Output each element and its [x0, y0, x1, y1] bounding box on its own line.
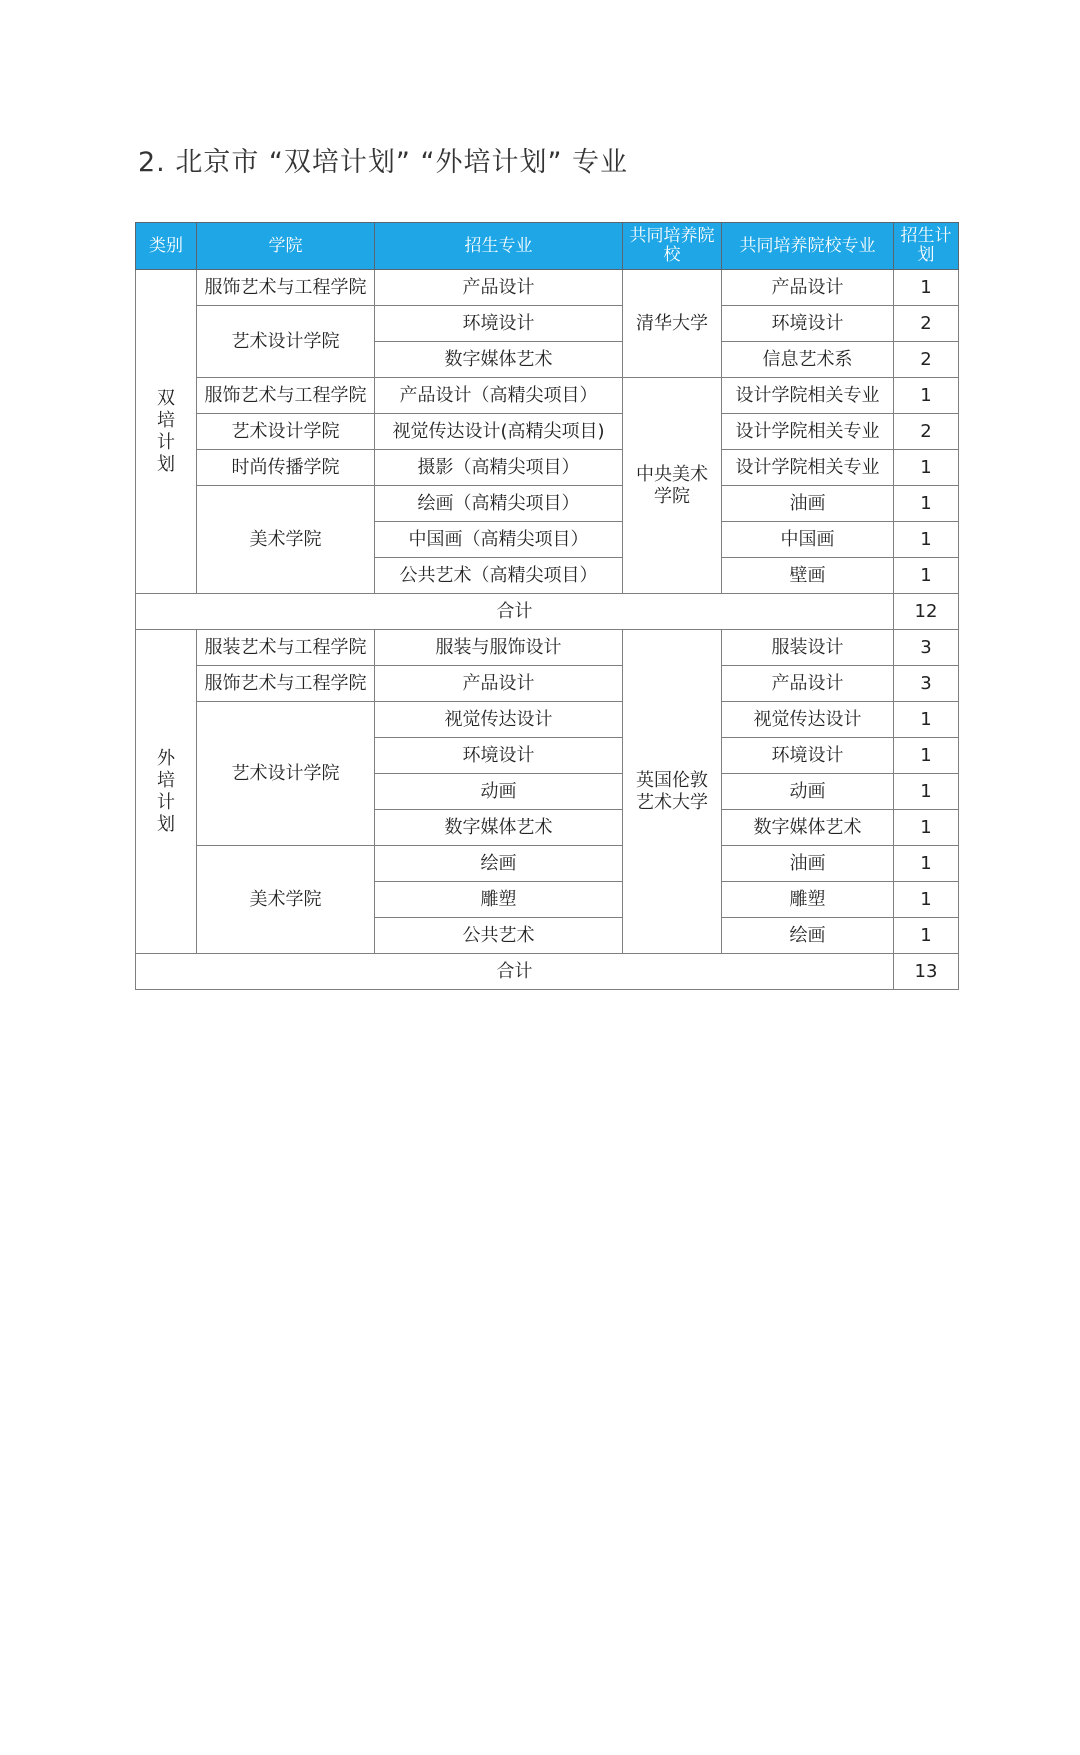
plan-cell: 1 — [894, 450, 959, 486]
partner-major-cell: 壁画 — [722, 558, 894, 594]
partner-major-cell: 雕塑 — [722, 882, 894, 918]
total-row — [136, 594, 959, 630]
college-cell: 服饰艺术与工程学院 — [197, 666, 375, 702]
major-cell: 公共艺术（高精尖项目） — [375, 558, 623, 594]
header-partner-school: 共同培养院校 — [623, 223, 722, 270]
plan-cell: 2 — [894, 306, 959, 342]
table-row — [136, 666, 959, 702]
partner-major-cell: 视觉传达设计 — [722, 702, 894, 738]
college-cell: 服装艺术与工程学院 — [197, 630, 375, 666]
plan-cell: 1 — [894, 270, 959, 306]
partner-major-cell: 环境设计 — [722, 738, 894, 774]
table-row — [136, 450, 959, 486]
partner-major-cell: 设计学院相关专业 — [722, 378, 894, 414]
college-cell: 艺术设计学院 — [197, 702, 375, 846]
major-cell: 绘画 — [375, 846, 623, 882]
partner-major-cell: 产品设计 — [722, 270, 894, 306]
major-cell: 产品设计 — [375, 270, 623, 306]
major-cell: 公共艺术 — [375, 918, 623, 954]
partner-major-cell: 服装设计 — [722, 630, 894, 666]
table-header-row — [136, 223, 959, 270]
college-cell: 时尚传播学院 — [197, 450, 375, 486]
plan-cell: 3 — [894, 630, 959, 666]
partner-major-cell: 动画 — [722, 774, 894, 810]
total-label: 合计 — [136, 954, 894, 990]
page-title: 2. 北京市 “双培计划” “外培计划” 专业 — [138, 147, 629, 178]
table-row — [136, 414, 959, 450]
partner-major-cell: 设计学院相关专业 — [722, 450, 894, 486]
major-cell: 摄影（高精尖项目） — [375, 450, 623, 486]
total-value: 13 — [894, 954, 959, 990]
partner-major-cell: 环境设计 — [722, 306, 894, 342]
table-row — [136, 486, 959, 522]
table-row — [136, 702, 959, 738]
major-cell: 环境设计 — [375, 306, 623, 342]
table-row — [136, 630, 959, 666]
major-cell: 中国画（高精尖项目） — [375, 522, 623, 558]
plan-cell: 1 — [894, 918, 959, 954]
partner-major-cell: 数字媒体艺术 — [722, 810, 894, 846]
partner-major-cell: 信息艺术系 — [722, 342, 894, 378]
header-category: 类别 — [136, 223, 197, 270]
school-cell: 中央美术学院 — [623, 378, 722, 594]
plan-cell: 1 — [894, 774, 959, 810]
header-partner-major: 共同培养院校专业 — [722, 223, 894, 270]
table-row — [136, 846, 959, 882]
major-cell: 绘画（高精尖项目） — [375, 486, 623, 522]
plan-cell: 1 — [894, 486, 959, 522]
plan-cell: 1 — [894, 846, 959, 882]
table-row — [136, 378, 959, 414]
college-cell: 艺术设计学院 — [197, 306, 375, 378]
partner-major-cell: 产品设计 — [722, 666, 894, 702]
major-cell: 产品设计 — [375, 666, 623, 702]
college-cell: 美术学院 — [197, 846, 375, 954]
plan-cell: 1 — [894, 378, 959, 414]
major-cell: 数字媒体艺术 — [375, 810, 623, 846]
plan-cell: 1 — [894, 558, 959, 594]
major-cell: 服装与服饰设计 — [375, 630, 623, 666]
plan-cell: 1 — [894, 522, 959, 558]
table-row — [136, 306, 959, 342]
total-label: 合计 — [136, 594, 894, 630]
plan-cell: 1 — [894, 810, 959, 846]
total-value: 12 — [894, 594, 959, 630]
category-cell: 双培计划 — [136, 270, 197, 594]
partner-major-cell: 中国画 — [722, 522, 894, 558]
major-cell: 视觉传达设计 — [375, 702, 623, 738]
major-cell: 数字媒体艺术 — [375, 342, 623, 378]
school-cell: 清华大学 — [623, 270, 722, 378]
enrollment-plan-table — [135, 222, 959, 990]
plan-cell: 1 — [894, 882, 959, 918]
plan-cell: 2 — [894, 414, 959, 450]
header-major: 招生专业 — [375, 223, 623, 270]
plan-cell: 1 — [894, 702, 959, 738]
plan-cell: 2 — [894, 342, 959, 378]
major-cell: 视觉传达设计(高精尖项目) — [375, 414, 623, 450]
college-cell: 艺术设计学院 — [197, 414, 375, 450]
college-cell: 服饰艺术与工程学院 — [197, 378, 375, 414]
header-plan: 招生计划 — [894, 223, 959, 270]
plan-cell: 3 — [894, 666, 959, 702]
school-cell: 英国伦敦艺术大学 — [623, 630, 722, 954]
category-cell: 外培计划 — [136, 630, 197, 954]
partner-major-cell: 油画 — [722, 486, 894, 522]
partner-major-cell: 油画 — [722, 846, 894, 882]
partner-major-cell: 设计学院相关专业 — [722, 414, 894, 450]
major-cell: 雕塑 — [375, 882, 623, 918]
plan-cell: 1 — [894, 738, 959, 774]
header-college: 学院 — [197, 223, 375, 270]
college-cell: 美术学院 — [197, 486, 375, 594]
major-cell: 动画 — [375, 774, 623, 810]
major-cell: 产品设计（高精尖项目） — [375, 378, 623, 414]
major-cell: 环境设计 — [375, 738, 623, 774]
total-row — [136, 954, 959, 990]
table-row — [136, 270, 959, 306]
partner-major-cell: 绘画 — [722, 918, 894, 954]
college-cell: 服饰艺术与工程学院 — [197, 270, 375, 306]
